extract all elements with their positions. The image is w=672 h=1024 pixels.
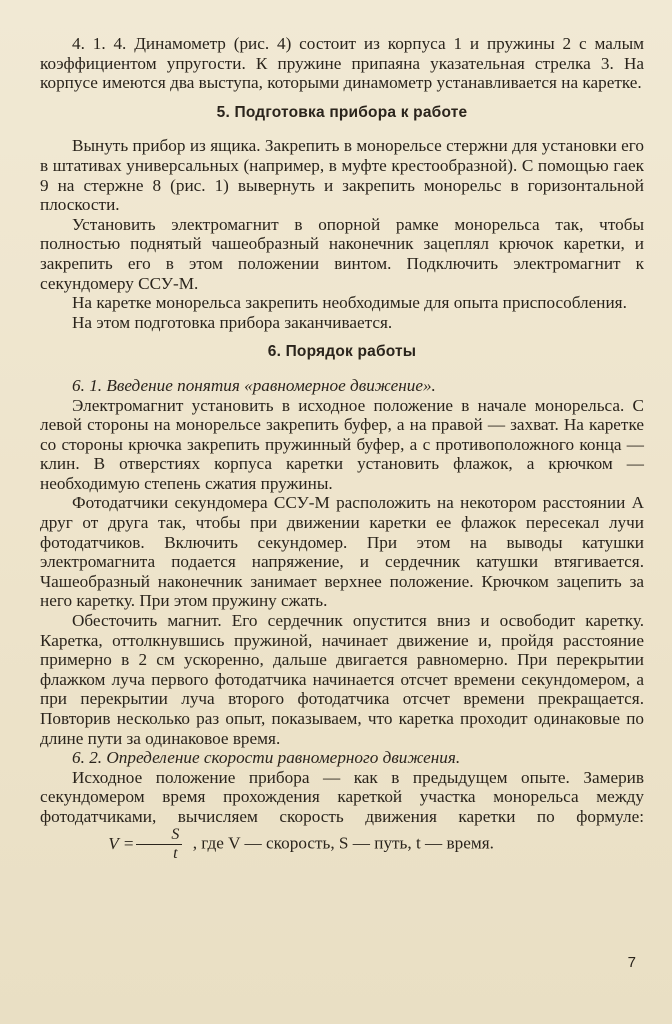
formula-intro: Исходное положение прибора — как в предыдущем опыте. Замерив секундомером время прохождения кареткой участка монорельса между фотодатчиками, вычисляем скорость движения каретки по формуле: [40,767,644,826]
formula-tail: , где V — скорость, S — путь, t — время. [192,833,494,853]
paragraph: Вынуть прибор из ящика. Закрепить в монорельсе стержни для установки его в штативах универсальных (например, в муфте крестообразной). С помощью гаек 9 на стержне 8 (рис. 1) вывернуть и закрепить монорельс в горизонтальной плоскости. [40,136,644,215]
paragraph: На каретке монорельса закрепить необходимые для опыта приспособления. [72,293,627,313]
velocity-formula [40,827,188,862]
paragraph-formula [40,768,644,862]
formula-denominator: t [173,844,178,862]
section-5-heading: 5. Подготовка прибора к работе [216,103,468,121]
formula-fraction [136,827,182,862]
paragraph: Фотодатчики секундомера ССУ-М расположить на некотором расстоянии A друг от друга так, чтобы при движении каретки ее флажок пересекал лучи фотодатчиков. Включить секундомер. При этом на выводы катушки электромагнита подается напряжение, и сердечник катушки втягивается. Чашеобразный наконечник занимает верхнее положение. Крючком зацепить за него каретку. При этом пружину сжать. [40,493,644,611]
page-number: 7 [627,954,636,971]
section-6-heading: 6. Порядок работы [267,343,417,361]
paragraph: Электромагнит установить в исходное положение в начале монорельса. С левой стороны на монорельсе закрепить буфер, а на правой — захват. На каретке со стороны крючка закрепить пружинный буфер, а с противоположного конца — клин. В отверстиях корпуса каретки установить флажок, а крючком — необходимую степень сжатия пружины. [40,395,644,493]
paragraph-dynamometer: 4. 1. 4. Динамометр (рис. 4) состоит из корпуса 1 и пружины 2 с малым коэффициентом упругости. К пружине припаяна указательная стрелка 3. На корпусе имеются два выступа, которыми динамометр устанавливается на каретке. [40,34,644,93]
page-content [40,34,644,862]
paragraph: На этом подготовка прибора заканчивается. [72,312,393,332]
paragraph: Обесточить магнит. Его сердечник опустится вниз и освободит каретку. Каретка, оттолкнувшись пружиной, начинает движение и, пройдя расстояние примерно в 2 см ускоренно, дальше двигается равномерно. При перекрытии флажком луча первого фотодатчика начинается отсчет времени секундомером, а при перекрытии луча второго фотодатчика отсчет времени прекращается. Повторив несколько раз опыт, показываем, что каретка проходит одинаковые по длине пути за одинаковое время. [40,611,644,748]
paragraph: Установить электромагнит в опорной рамке монорельса так, чтобы полностью поднятый чашеобразный наконечник зацеплял крючок каретки, и закрепить его в этом положении винтом. Подключить электромагнит к секундомеру ССУ-М. [40,214,644,293]
formula-numerator: S [136,827,182,845]
formula-lhs: V = [108,834,135,854]
subsection-6-2-title: 6. 2. Определение скорости равномерного движения. [72,748,461,768]
subsection-6-1-title: 6. 1. Введение понятия «равномерное движение». [72,375,436,395]
